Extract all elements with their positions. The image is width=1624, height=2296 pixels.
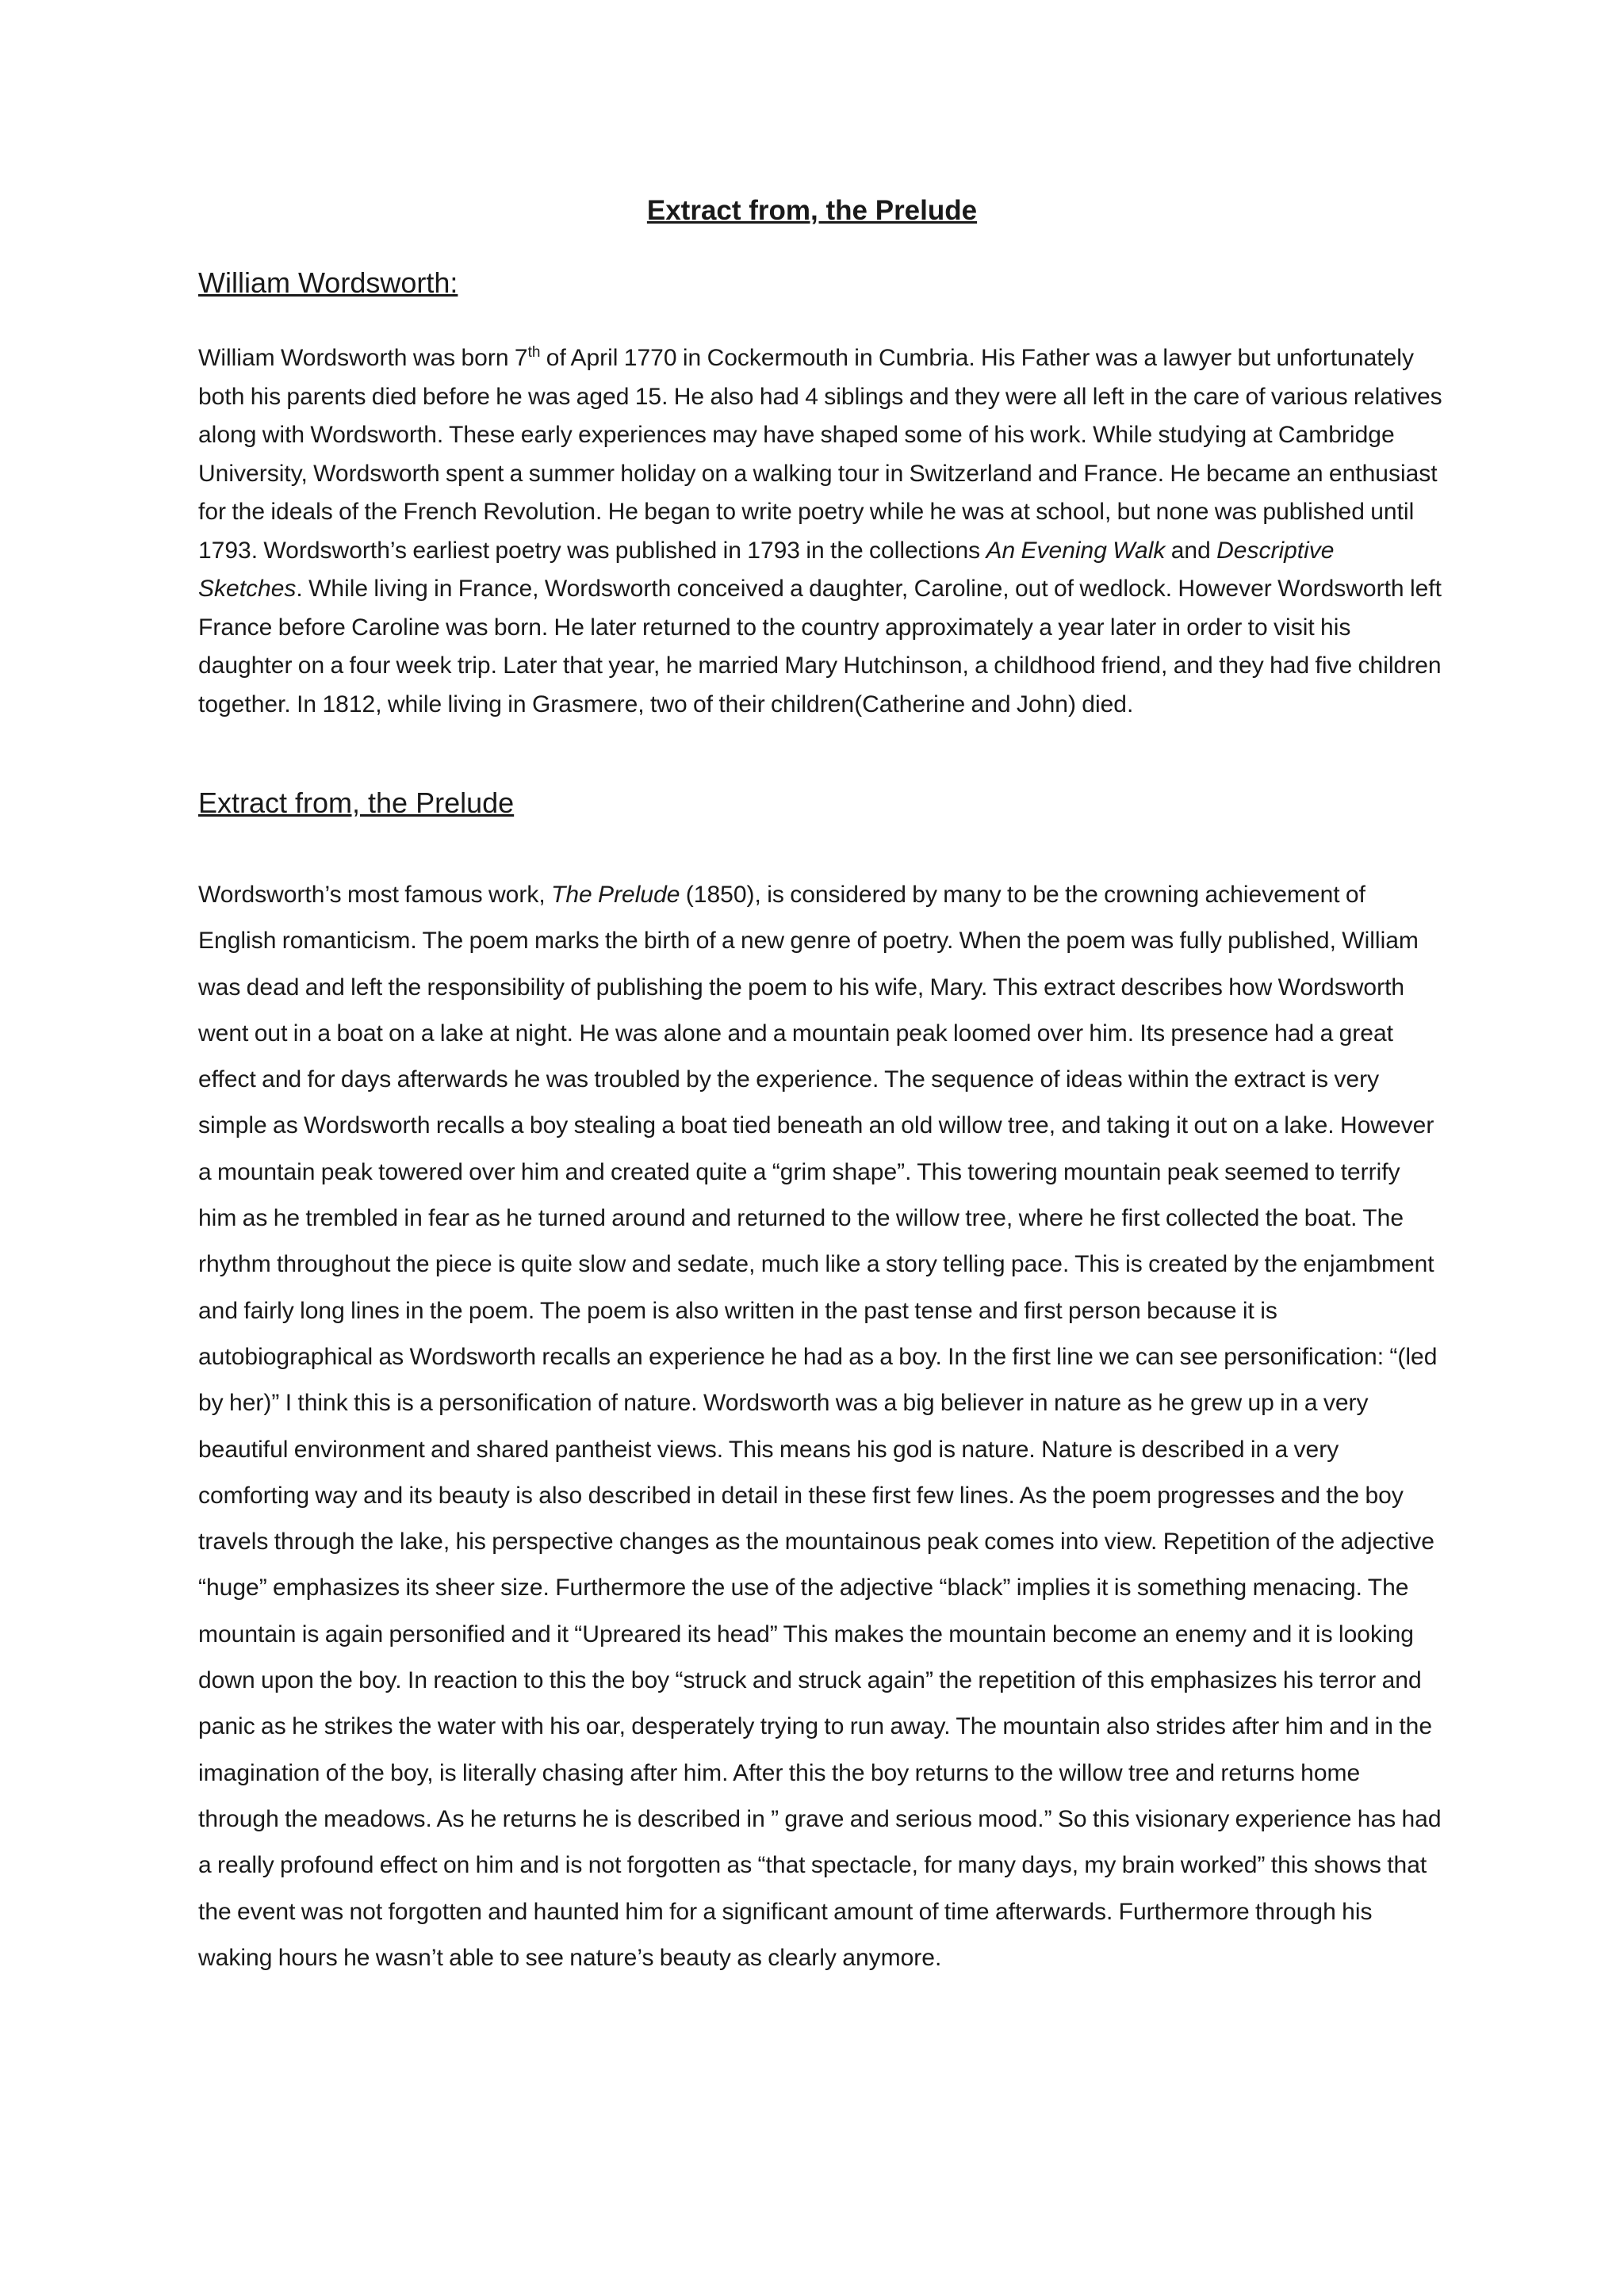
section-heading-prelude: Extract from, the Prelude: [198, 786, 515, 819]
bio-italic-title-1: An Evening Walk: [986, 537, 1166, 564]
bio-text-d: . While living in France, Wordsworth conceived a daughter, Caroline, out of wedlock. However Wordsworth left France before Caroline was born. He later returned to the country approximately a year later in order to visit his daughter on a four week trip. Later that year, he married Mary Hutchinson, a childhood friend, and they had five children together. In 1812, while living in Grasmere, two of their children(Catherine and John) died.: [198, 576, 1442, 718]
page-title: Extract from, the Prelude: [646, 195, 978, 226]
analysis-text-b: (1850), is considered by many to be the crowning achievement of English romanticism. The poem marks the birth of a new genre of poetry. When the poem was fully published, William was dead and left the responsibility of publishing the poem to his wife, Mary. This extract describes how Wordsworth went out in a boat on a lake at night. He was alone and a mountain peak loomed over him. Its presence had a great effect and for days afterwards he was troubled by the experience. The sequence of ideas within the extract is very simple as Wordsworth recalls a boy stealing a boat tied beneath an old willow tree, and taking it out on a lake. However a mountain peak towered over him and created quite a “grim shape”. This towering mountain peak seemed to terrify him as he trembled in fear as he turned around and returned to the willow tree, where he first collected the boat. The rhythm throughout the piece is quite slow and sedate, much like a story telling pace. This is created by the enjambment and fairly long lines in the poem. The poem is also written in the past tense and first person because it is autobiographical as Wordsworth recalls an experience he had as a boy. In the first line we can see personification: “(led by her)” I think this is a personification of nature. Wordsworth was a big believer in nature as he grew up in a very beautiful environment and shared pantheist views. This means his god is nature. Nature is described in a very comforting way and its beauty is also described in detail in these first few lines. As the poem progresses and the boy travels through the lake, his perspective changes as the mountainous peak comes into view. Repetition of the adjective “huge” emphasizes its sheer size. Furthermore the use of the adjective “black” implies it is something menacing. The mountain is again personified and it “Upreared its head” This makes the mountain become an enemy and it is looking down upon the boy. In reaction to this the boy “struck and struck again” the repetition of this emphasizes his terror and panic as he strikes the water with his oar, desperately trying to run away. The mountain also strides after him and in the imagination of the boy, is literally chasing after him. After this the boy returns to the willow tree and returns home through the meadows. As he returns he is described in ” grave and serious mood.” So this visionary experience has had a really profound effect on him and is not forgotten as “that spectacle, for many days, my brain worked” this shows that the event was not forgotten and haunted him for a significant amount of time afterwards. Furthermore through his waking hours he wasn’t able to see nature’s beauty as clearly anymore.: [198, 882, 1442, 1971]
bio-superscript: th: [527, 344, 541, 361]
bio-italic-title-2: Descriptive Sketches: [198, 537, 1335, 602]
bio-text-b: of April 1770 in Cockermouth in Cumbria. His Father was a lawyer but unfortunately both his parents died before he was aged 15. He also had 4 siblings and they were all left in the care of various relatives along with Wordsworth. These early experiences may have shaped some of his work. While studying at Cambridge University, Wordsworth spent a summer holiday on a walking tour in Switzerland and France. He became an enthusiast for the ideals of the French Revolution. He began to write poetry while he was at school, but none was published until 1793. Wordsworth’s earliest poetry was published in 1793 in the collections: [198, 345, 1442, 564]
section-heading-wordsworth: William Wordsworth:: [198, 266, 458, 299]
biography-paragraph: [198, 339, 1443, 724]
bio-text-a: William Wordsworth was born 7: [198, 345, 528, 371]
bio-text-c: and: [1165, 537, 1217, 564]
analysis-text-a: Wordsworth’s most famous work,: [198, 882, 552, 908]
analysis-paragraph: [198, 872, 1443, 1981]
analysis-italic-title: The Prelude: [551, 882, 680, 908]
